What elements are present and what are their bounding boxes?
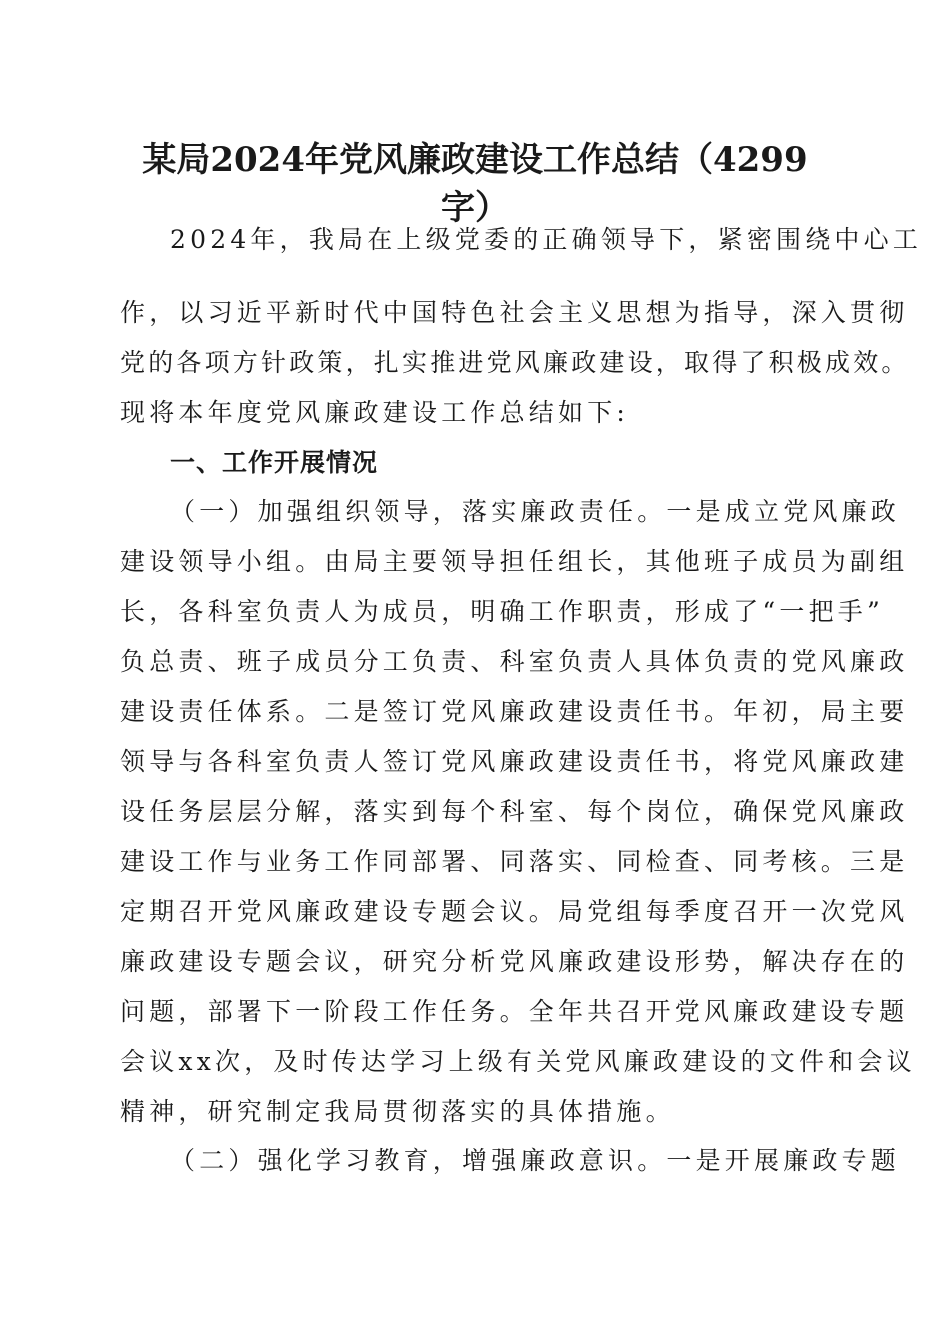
paragraph-line: 会议xx次，及时传达学习上级有关党风廉政建设的文件和会议 <box>120 1047 916 1076</box>
paragraph-line: 精神，研究制定我局贯彻落实的具体措施。 <box>120 1097 675 1126</box>
paragraph-line: 建设工作与业务工作同部署、同落实、同检查、同考核。三是 <box>120 847 909 876</box>
paragraph-line: 设任务层层分解，落实到每个科室、每个岗位，确保党风廉政 <box>120 797 909 826</box>
paragraph-line: （二）强化学习教育，增强廉政意识。一是开展廉政专题 <box>170 1146 901 1175</box>
section-heading: 一、工作开展情况 <box>170 448 379 477</box>
document-title-line-2: 字） <box>441 188 509 228</box>
paragraph-line: （一）加强组织领导，落实廉政责任。一是成立党风廉政 <box>170 497 901 526</box>
document-title-line-1: 某局2024年党风廉政建设工作总结（4299 <box>142 140 808 180</box>
paragraph-line: 党的各项方针政策，扎实推进党风廉政建设，取得了积极成效。 <box>120 348 910 377</box>
paragraph-line: 定期召开党风廉政建设专题会议。局党组每季度召开一次党风 <box>120 897 909 926</box>
paragraph-line: 2024年，我局在上级党委的正确领导下，紧密围绕中心工 <box>170 225 923 254</box>
paragraph-line: 廉政建设专题会议，研究分析党风廉政建设形势，解决存在的 <box>120 947 909 976</box>
paragraph-line: 长，各科室负责人为成员，明确工作职责，形成了“一把手” <box>120 597 884 626</box>
paragraph-line: 问题，部署下一阶段工作任务。全年共召开党风廉政建设专题 <box>120 997 909 1026</box>
paragraph-line: 建设领导小组。由局主要领导担任组长，其他班子成员为副组 <box>120 547 909 576</box>
paragraph-line: 建设责任体系。二是签订党风廉政建设责任书。年初，局主要 <box>120 697 909 726</box>
paragraph-line: 作，以习近平新时代中国特色社会主义思想为指导，深入贯彻 <box>120 298 909 327</box>
paragraph-line: 领导与各科室负责人签订党风廉政建设责任书，将党风廉政建 <box>120 747 909 776</box>
paragraph-line: 负总责、班子成员分工负责、科室负责人具体负责的党风廉政 <box>120 647 909 676</box>
paragraph-line: 现将本年度党风廉政建设工作总结如下: <box>120 398 630 427</box>
